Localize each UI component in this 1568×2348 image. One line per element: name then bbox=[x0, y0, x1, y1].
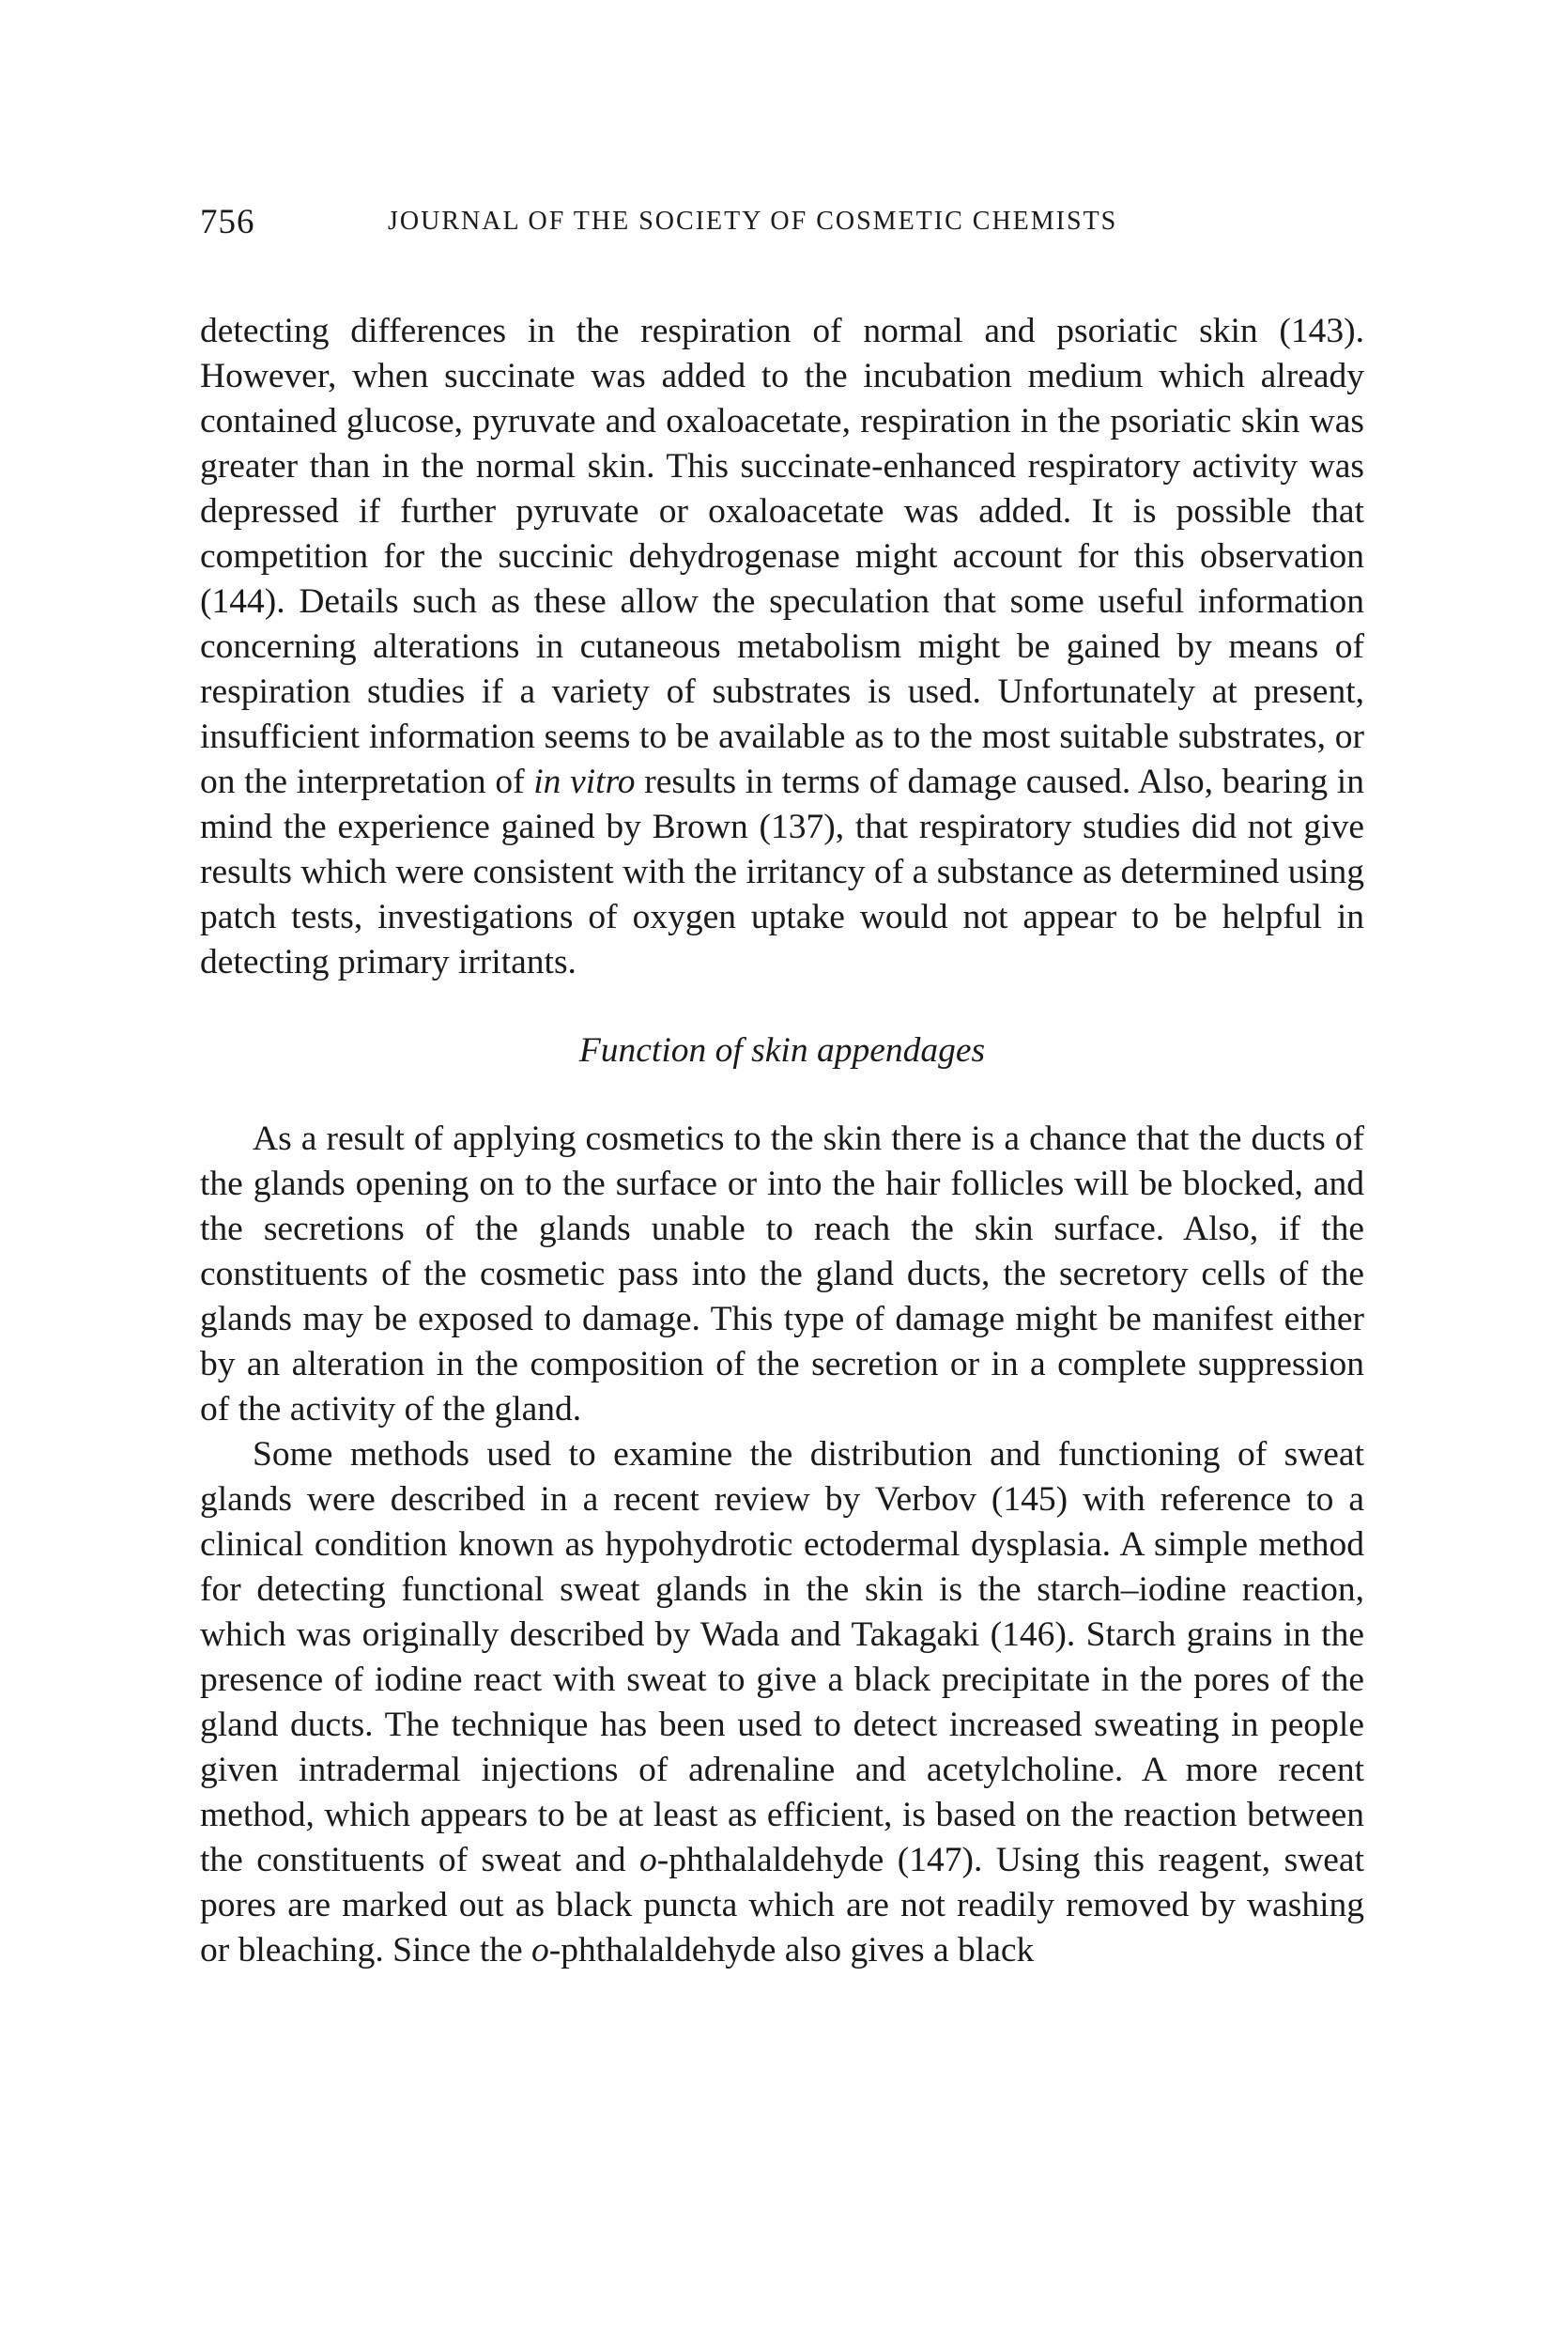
paragraph-sweat-glands bbox=[200, 1432, 1364, 1973]
paragraph-cosmetics-ducts: As a result of applying cosmetics to the skin there is a chance that the ducts of the glands opening on to the surface or into the hair follicles will be blocked, and the secretions of the glands unable to reach the skin surface. Also, if the constituents of the cosmetic pass into the gland ducts, the secretory cells of the glands may be exposed to damage. This type of damage might be manifest either by an alteration in the composition of the secretion or in a complete suppression of the activity of the gland. bbox=[200, 1120, 1364, 1429]
paragraph-text: Some methods used to examine the distribution and functioning of sweat glands were described in a recent review by Verbov (145) with reference to a clinical condition known as hypohydrotic ectodermal dysplasia. A simple method for detecting functional sweat glands in the skin is the starch–iodine reaction, which was originally described by Wada and Takagaki (146). Starch grains in the presence of iodine react with sweat to give a black precipitate in the pores of the gland ducts. The technique has been used to detect increased sweating in people given intradermal injections of adrenaline and acetylcholine. A more recent method, which appears to be at least as efficient, is based on the reaction between the constituents of sweat and bbox=[200, 1435, 1364, 1879]
paragraph-text: detecting differences in the respiration of normal and psoriatic skin (143). However, when succinate was added to the incubation medium which already contained glucose, pyruvate and oxaloacetate, respiration in the psoriatic skin was greater than in the normal skin. This succinate-enhanced respiratory activity was depressed if further pyruvate or oxaloacetate was added. It is possible that competition for the succinic dehydrogenase might account for this observation (144). Details such as these allow the speculation that some useful information concerning alterations in cutaneous metabolism might be gained by means of respiration studies if a variety of substrates is used. Unfortunately at present, insufficient information seems to be available as to the most suitable substrates, or on the interpretation of bbox=[200, 312, 1364, 801]
section-heading: Function of skin appendages bbox=[578, 1031, 986, 1070]
paragraph-text: results in terms of damage caused. Also, bearing in mind the experience gained by Brown (137), that respiratory studies did not give results which were consistent with the irritancy of a substance as determined using patch tests, investigations of oxygen uptake would not appear to be helpful in detecting primary irritants. bbox=[200, 763, 1364, 981]
paragraph-respiration bbox=[200, 309, 1364, 985]
paragraph-text: -phthalaldehyde (147). Using this reagent, sweat pores are marked out as black puncta which are not readily removed by washing or bleaching. Since the bbox=[200, 1841, 1364, 1970]
page-number: 756 bbox=[200, 203, 255, 241]
italic-term-in-vitro: in vitro bbox=[533, 763, 636, 801]
italic-prefix-o: o bbox=[638, 1841, 657, 1879]
journal-page bbox=[200, 202, 1364, 1973]
journal-title: JOURNAL OF THE SOCIETY OF COSMETIC CHEMISTS bbox=[388, 207, 1118, 236]
article-body bbox=[200, 309, 1364, 1973]
running-head bbox=[200, 202, 1364, 243]
italic-prefix-o: o bbox=[531, 1931, 549, 1970]
paragraph-text: -phthalaldehyde also gives a black bbox=[548, 1931, 1035, 1970]
